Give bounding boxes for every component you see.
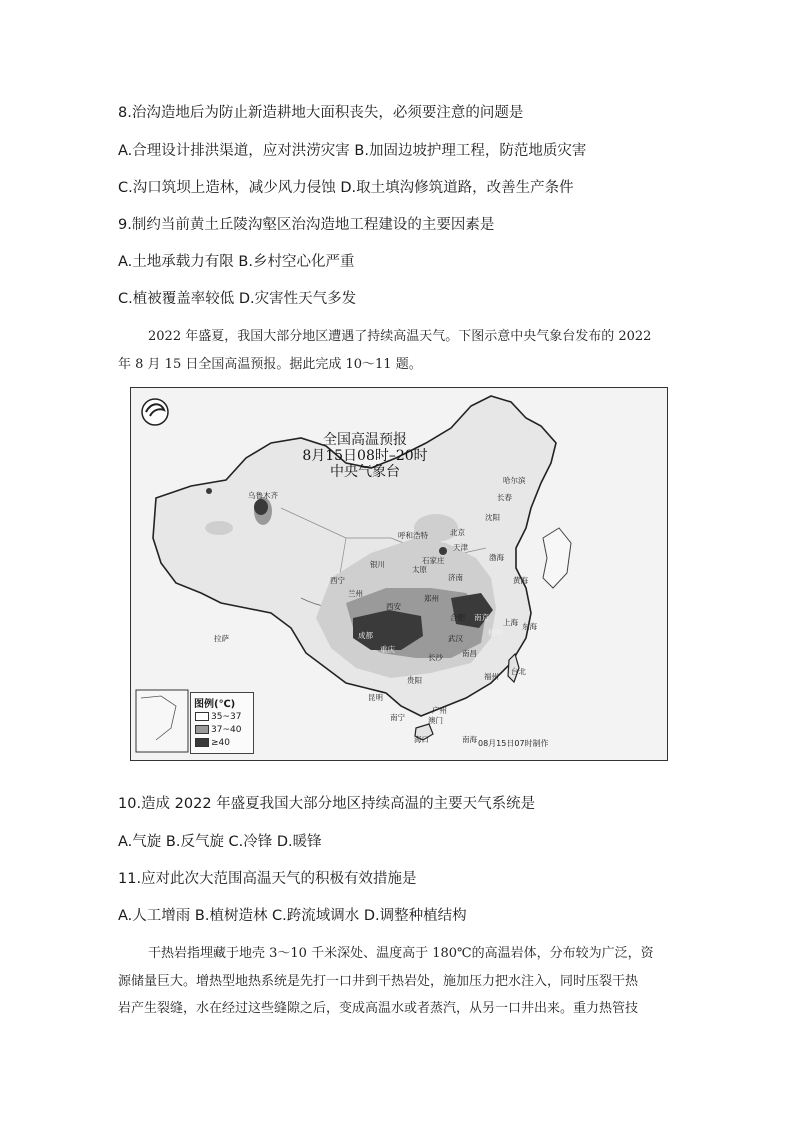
legend-label-3: ≥40 — [211, 738, 230, 748]
q10-options: A.气旋 B.反气旋 C.冷锋 D.暖锋 — [118, 834, 322, 850]
city-xining: 西宁 — [330, 576, 345, 585]
city-hangzhou: 杭州 — [488, 628, 503, 637]
city-chengdu: 成都 — [358, 631, 373, 640]
city-nanchang: 南昌 — [462, 649, 477, 658]
legend-row-3 — [195, 738, 230, 748]
q8-stem: 8.治沟造地后为防止新造耕地大面积丧失，必须要注意的问题是 — [118, 105, 524, 121]
city-guangzhou: 广州 — [432, 706, 447, 715]
cma-logo — [142, 399, 168, 425]
city-tianjin: 天津 — [453, 543, 468, 552]
city-changsha: 长沙 — [428, 653, 443, 662]
map-legend — [190, 692, 254, 754]
para-line-1: 干热岩指埋藏于地壳 3～10 千米深处、温度高于 180℃的高温岩体，分布较为广泛，资 — [148, 946, 654, 961]
sea-donghai: 东海 — [522, 622, 537, 631]
city-lanzhou: 兰州 — [348, 589, 363, 598]
city-hefei: 合肥 — [450, 613, 465, 622]
city-fuzhou: 福州 — [484, 672, 499, 681]
map-production-stamp: 08月15日07时制作 — [478, 739, 549, 748]
map-title — [290, 432, 440, 480]
legend-swatch-1 — [195, 712, 209, 721]
legend-swatch-2 — [195, 725, 209, 734]
city-haikou: 海口 — [414, 735, 429, 744]
city-taiyuan: 太原 — [412, 565, 427, 574]
city-chongqing: 重庆 — [380, 645, 395, 654]
legend-label-2: 37~40 — [211, 725, 242, 735]
city-jinan: 济南 — [448, 573, 463, 582]
map-title-line-3: 中央气象台 — [330, 464, 400, 480]
city-wuhan: 武汉 — [448, 634, 463, 643]
city-zhengzhou: 郑州 — [424, 594, 439, 603]
city-shenyang: 沈阳 — [485, 513, 500, 522]
para-line-3: 岩产生裂缝，水在经过这些缝隙之后，变成高温水或者蒸汽，从另一口井出来。重力热管技 — [118, 1001, 639, 1016]
heat-zone-35-37-west — [205, 521, 233, 535]
intro-line-1: 2022 年盛夏，我国大部分地区遭遇了持续高温天气。下图示意中央气象台发布的 2022 — [148, 329, 652, 344]
city-shijiazhuang: 石家庄 — [422, 556, 445, 565]
legend-row-1 — [195, 712, 241, 722]
map-title-line-2: 8月15日08时–20时 — [302, 448, 428, 464]
city-wulumuqi: 乌鲁木齐 — [248, 491, 278, 500]
q10-stem: 10.造成 2022 年盛夏我国大部分地区持续高温的主要天气系统是 — [118, 796, 536, 812]
q8-options-ab: A.合理设计排洪渠道，应对洪涝灾害 B.加固边坡护理工程，防范地质灾害 — [118, 143, 587, 159]
para-line-2: 源储量巨大。增热型地热系统是先打一口井到干热岩处，施加压力把水注入，同时压裂干热 — [118, 974, 639, 989]
legend-label-1: 35~37 — [211, 712, 242, 722]
city-beijing: 北京 — [450, 528, 465, 537]
q9-options-cd: C.植被覆盖率较低 D.灾害性天气多发 — [118, 291, 357, 307]
city-taibei: 台北 — [511, 667, 526, 676]
q9-options-ab: A.土地承载力有限 B.乡村空心化严重 — [118, 254, 355, 270]
legend-row-2 — [195, 725, 241, 735]
sea-huanghai: 黄海 — [513, 576, 528, 585]
sea-bohai: 渤海 — [489, 553, 504, 562]
city-xian: 西安 — [386, 602, 401, 611]
south-sea-inset — [136, 690, 188, 752]
city-shanghai: 上海 — [503, 618, 518, 627]
heat-zone-40-xinjiang — [254, 499, 268, 515]
q9-stem: 9.制约当前黄土丘陵沟壑区治沟造地工程建设的主要因素是 — [118, 217, 495, 233]
city-changchun: 长春 — [497, 493, 512, 502]
city-yinchuan: 银川 — [370, 560, 385, 569]
q11-stem: 11.应对此次大范围高温天气的积极有效措施是 — [118, 871, 417, 887]
city-haerbin: 哈尔滨 — [503, 476, 526, 485]
city-aomen: 澳门 — [428, 716, 443, 725]
city-huhehaote: 呼和浩特 — [398, 531, 428, 540]
sea-nanhai: 南海 — [462, 735, 477, 744]
city-nanning: 南宁 — [390, 713, 405, 722]
q11-options: A.人工增雨 B.植树造林 C.跨流域调水 D.调整种植结构 — [118, 908, 467, 924]
map-title-line-1: 全国高温预报 — [323, 432, 407, 448]
legend-title: 图例(℃) — [194, 699, 236, 710]
city-guiyang: 贵阳 — [407, 676, 422, 685]
legend-swatch-3 — [195, 738, 209, 747]
heat-spot-west — [206, 488, 212, 494]
city-nanjing: 南京 — [474, 613, 489, 622]
neighbor-coast — [543, 528, 571, 588]
city-kunming: 昆明 — [368, 693, 383, 702]
q8-options-cd: C.沟口筑坝上造林，减少风力侵蚀 D.取土填沟修筑道路，改善生产条件 — [118, 180, 574, 196]
intro-line-2: 年 8 月 15 日全国高温预报。据此完成 10～11 题。 — [118, 357, 422, 372]
city-lasa: 拉萨 — [214, 634, 229, 643]
heat-spot-beijing — [439, 547, 447, 555]
